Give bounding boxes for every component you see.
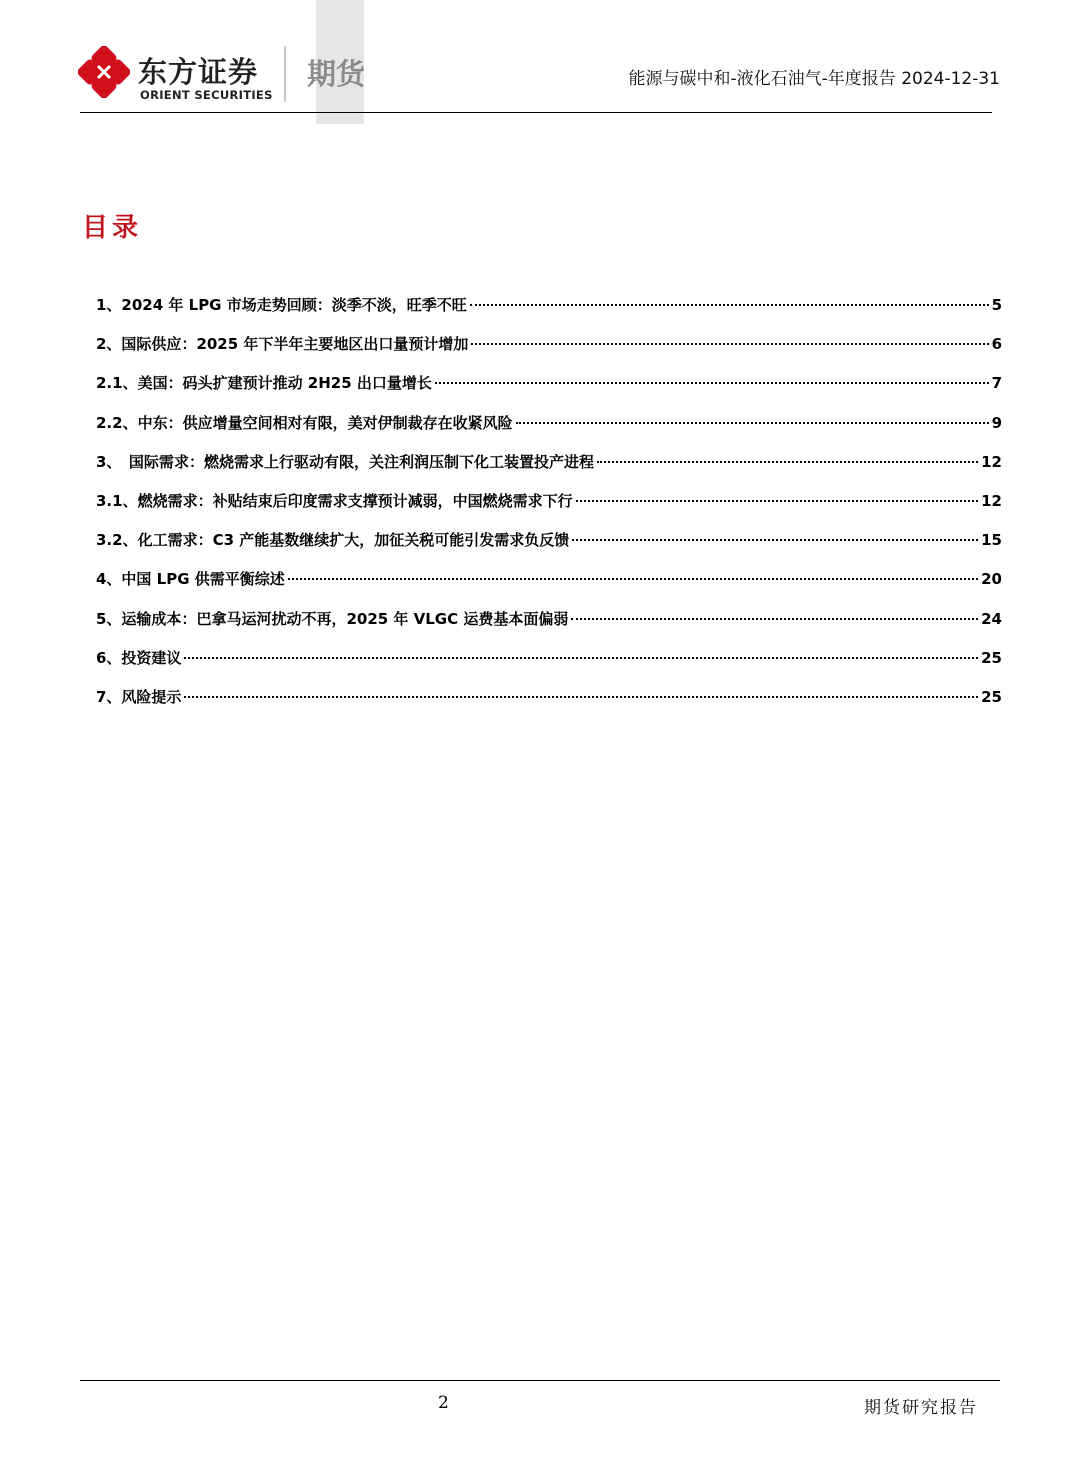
toc-entry-page: 12 <box>981 452 1002 471</box>
page-number: 2 <box>438 1393 449 1413</box>
page-header <box>0 0 1080 125</box>
toc-entry-page: 24 <box>981 609 1002 628</box>
footer-rule <box>80 1380 1000 1381</box>
toc-entry-label: 3、 国际需求：燃烧需求上行驱动有限，关注利润压制下化工装置投产进程 <box>96 452 594 471</box>
toc-entry-page: 7 <box>991 374 1002 393</box>
header-divider <box>284 46 286 102</box>
toc-entry-page: 9 <box>991 413 1002 432</box>
toc-entry-label: 6、投资建议 <box>96 648 182 667</box>
report-title: 能源与碳中和-液化石油气-年度报告 2024-12-31 <box>628 69 1000 89</box>
toc-entry-label: 3.2、化工需求：C3 产能基数继续扩大，加征关税可能引发需求负反馈 <box>96 531 570 550</box>
toc-entry[interactable] <box>96 647 1002 686</box>
toc-entry[interactable] <box>96 490 1002 529</box>
toc-entry[interactable] <box>96 372 1002 411</box>
toc-entry-label: 7、风险提示 <box>96 687 182 706</box>
toc-leader-dots <box>597 461 978 463</box>
toc-leader-dots <box>435 382 989 384</box>
toc-entry-label: 3.1、燃烧需求：补贴结束后印度需求支撑预计减弱，中国燃烧需求下行 <box>96 491 573 510</box>
toc-leader-dots <box>572 539 978 541</box>
toc-entry-label: 1、2024 年 LPG 市场走势回顾：淡季不淡，旺季不旺 <box>96 296 467 314</box>
toc-entry-page: 25 <box>981 687 1002 706</box>
brand-name-cn: 东方证券 <box>138 55 259 89</box>
toc-entry[interactable] <box>96 529 1002 568</box>
brand-name-en: ORIENT SECURITIES <box>140 88 273 102</box>
toc-heading: 目录 <box>82 213 143 243</box>
futures-label: 期货 <box>307 57 366 91</box>
toc-entry-label: 2.1、美国：码头扩建预计推动 2H25 出口量增长 <box>96 374 432 393</box>
header-rule <box>80 112 992 113</box>
toc-leader-dots <box>576 500 979 502</box>
orient-securities-logo-icon <box>78 46 130 98</box>
toc-entry-page: 12 <box>981 491 1002 510</box>
toc-entry[interactable] <box>96 333 1002 372</box>
toc-leader-dots <box>184 696 978 698</box>
toc-leader-dots <box>516 422 989 424</box>
toc-entry[interactable] <box>96 412 1002 451</box>
toc-leader-dots <box>571 618 978 620</box>
table-of-contents <box>96 294 1002 725</box>
toc-entry[interactable] <box>96 608 1002 647</box>
toc-entry-label: 2.2、中东：供应增量空间相对有限，美对伊制裁存在收紧风险 <box>96 413 513 432</box>
toc-entry-page: 6 <box>991 335 1002 354</box>
toc-leader-dots <box>288 578 978 580</box>
toc-entry-page: 5 <box>991 296 1002 314</box>
toc-entry[interactable] <box>96 686 1002 725</box>
toc-entry-label: 4、中国 LPG 供需平衡综述 <box>96 570 285 589</box>
toc-entry[interactable] <box>96 568 1002 607</box>
toc-entry-label: 5、运输成本：巴拿马运河扰动不再，2025 年 VLGC 运费基本面偏弱 <box>96 609 569 628</box>
toc-entry-label: 2、国际供应：2025 年下半年主要地区出口量预计增加 <box>96 335 469 354</box>
toc-entry-page: 15 <box>981 531 1002 550</box>
toc-entry[interactable] <box>96 294 1002 333</box>
footer-label: 期货研究报告 <box>864 1398 978 1418</box>
toc-entry-page: 25 <box>981 648 1002 667</box>
toc-entry[interactable] <box>96 451 1002 490</box>
toc-leader-dots <box>471 343 988 345</box>
toc-leader-dots <box>470 304 989 306</box>
toc-leader-dots <box>184 657 978 659</box>
toc-entry-page: 20 <box>981 570 1002 589</box>
